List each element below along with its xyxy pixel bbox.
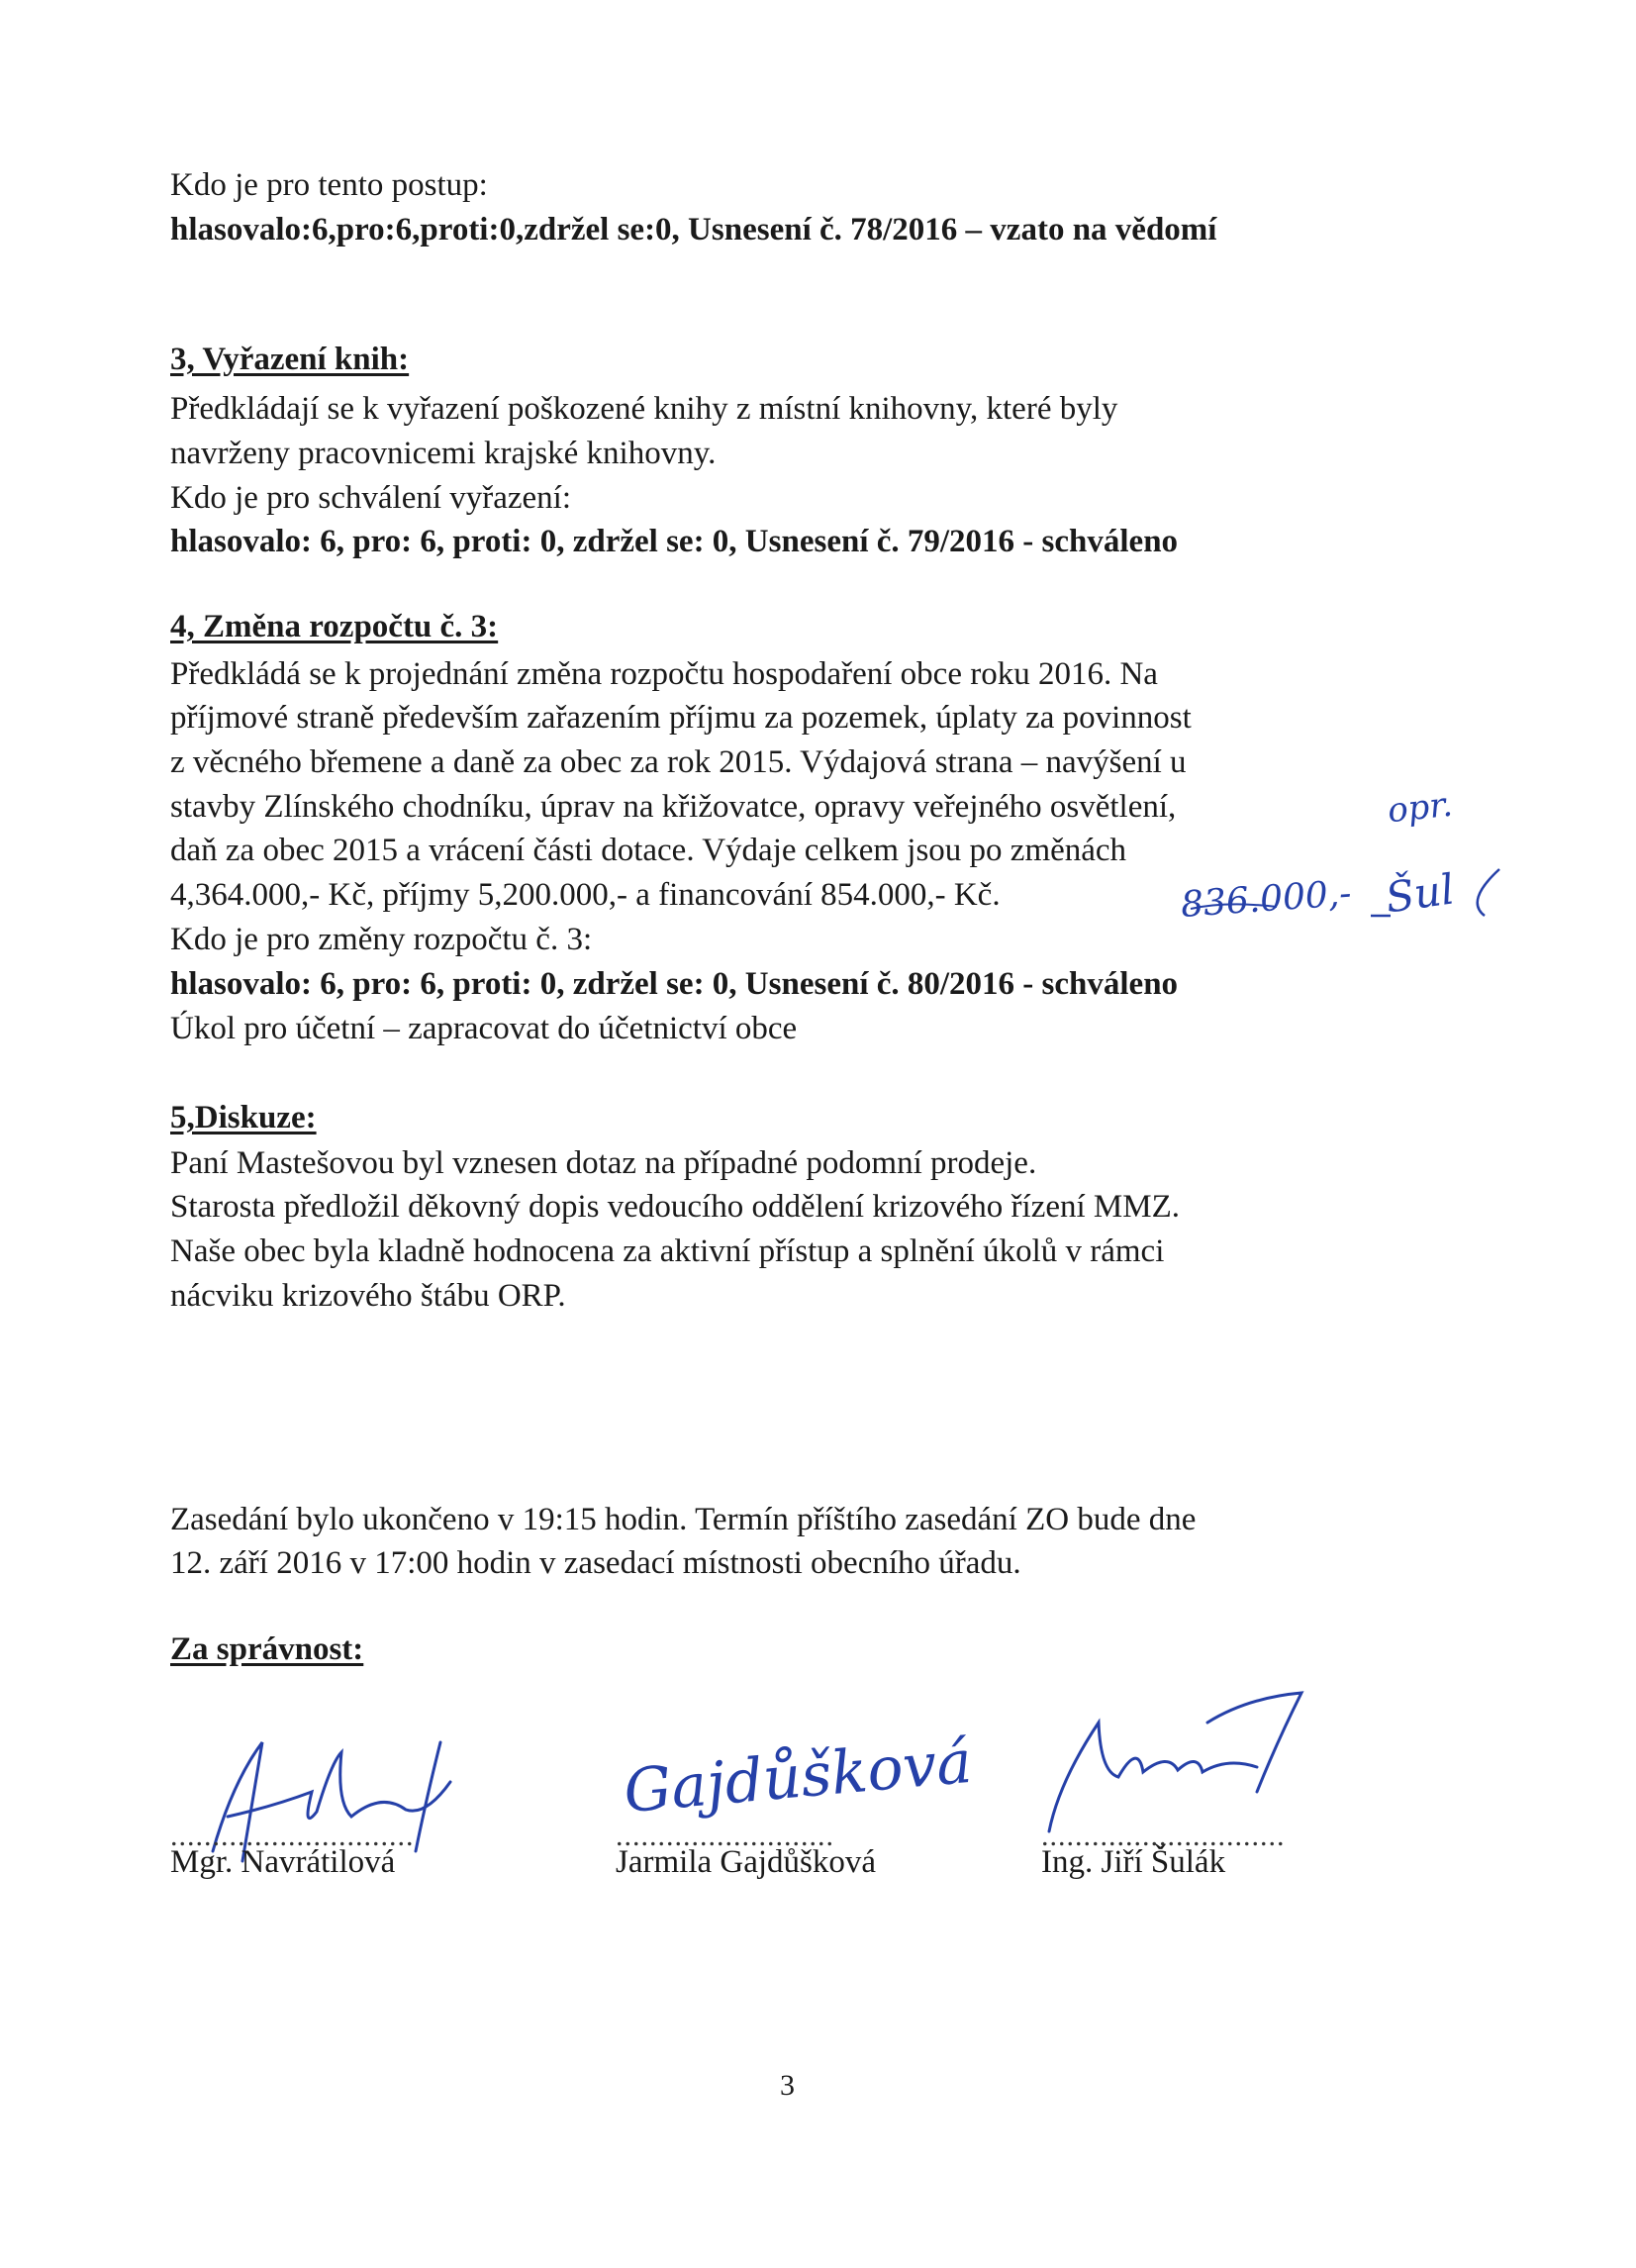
section-heading-3: 3, Vyřazení knih: — [170, 342, 410, 377]
signature-line: .......................... — [616, 1820, 834, 1852]
handwritten-initials: Šul — [1382, 864, 1458, 923]
signer-name: Ing. Jiří Šulák — [1041, 1844, 1226, 1880]
signer-name: Mgr. Navrátilová — [170, 1844, 396, 1880]
text-line: Úkol pro účetní – zapracovat do účetnictví obce — [170, 1011, 798, 1046]
attestation-heading: Za správnost: — [170, 1631, 364, 1667]
text-line: Zasedání bylo ukončeno v 19:15 hodin. Termín příštího zasedání ZO bude dne — [170, 1502, 1197, 1537]
vote-result-78: hlasovalo:6,pro:6,proti:0,zdržel se:0, Usnesení č. 78/2016 – vzato na vědomí — [170, 212, 1217, 247]
page-number: 3 — [780, 2069, 795, 2102]
signature-line: ............................. — [170, 1820, 415, 1852]
text-line: Předkládá se k projednání změna rozpočtu hospodaření obce roku 2016. Na — [170, 656, 1158, 692]
handwritten-note: opr. — [1386, 784, 1455, 832]
text-line: Kdo je pro změny rozpočtu č. 3: — [170, 922, 593, 957]
signature-line: ............................. — [1041, 1820, 1286, 1852]
text-line: nácviku krizového štábu ORP. — [170, 1278, 566, 1314]
text-line: 12. září 2016 v 17:00 hodin v zasedací místnosti obecního úřadu. — [170, 1545, 1021, 1581]
text-line: stavby Zlínského chodníku, úprav na křižovatce, opravy veřejného osvětlení, — [170, 789, 1177, 825]
strike-mark-icon — [1168, 861, 1504, 950]
text-line: daň za obec 2015 a vrácení části dotace. Výdaje celkem jsou po změnách — [170, 833, 1127, 868]
text-line: Předkládají se k vyřazení poškozené knihy z místní knihovny, které byly — [170, 391, 1118, 427]
text-line: Kdo je pro schválení vyřazení: — [170, 480, 572, 516]
text-line: Paní Mastešovou byl vznesen dotaz na případné podomní prodeje. — [170, 1145, 1037, 1181]
vote-result-80: hlasovalo: 6, pro: 6, proti: 0, zdržel se: 0, Usnesení č. 80/2016 - schváleno — [170, 966, 1179, 1002]
handwritten-correction: 836.000,- — [1179, 873, 1353, 926]
text-line: Naše obec byla kladně hodnocena za aktivní přístup a splnění úkolů v rámci — [170, 1233, 1165, 1269]
text-line: navrženy pracovnicemi krajské knihovny. — [170, 436, 717, 471]
signature-sulak-icon — [1029, 1683, 1326, 1841]
signer-name: Jarmila Gajdůšková — [616, 1844, 877, 1880]
text-line: příjmové straně především zařazením příjmu za pozemek, úplaty za povinnost — [170, 700, 1192, 736]
signature-gajduskova: Gajdůšková — [621, 1726, 975, 1827]
vote-result-79: hlasovalo: 6, pro: 6, proti: 0, zdržel se: 0, Usnesení č. 79/2016 - schváleno — [170, 524, 1179, 559]
text-line: 4,364.000,- Kč, příjmy 5,200.000,- a financování 854.000,- Kč. — [170, 877, 1001, 913]
text-line: Starosta předložil děkovný dopis vedoucího oddělení krizového řízení MMZ. — [170, 1189, 1181, 1225]
section-heading-5: 5,Diskuze: — [170, 1100, 317, 1135]
text-line: Kdo je pro tento postup: — [170, 167, 488, 203]
section-heading-4: 4, Změna rozpočtu č. 3: — [170, 609, 499, 644]
text-line: z věcného břemene a daně za obec za rok 2015. Výdajová strana – navýšení u — [170, 744, 1187, 780]
